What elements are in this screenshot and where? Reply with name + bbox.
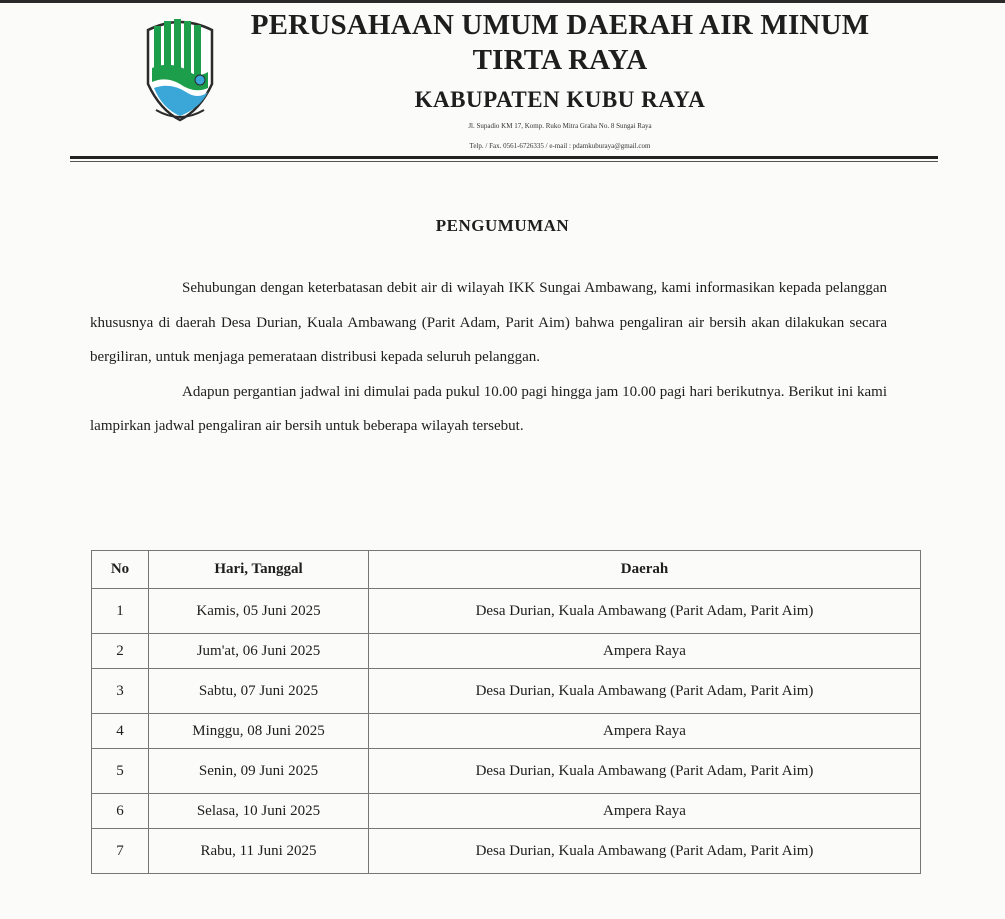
top-border-line xyxy=(0,0,1005,3)
org-name-line2: TIRTA RAYA xyxy=(472,44,648,76)
cell-area: Ampera Raya xyxy=(369,794,921,829)
cell-area: Ampera Raya xyxy=(369,634,921,669)
cell-no: 6 xyxy=(92,794,149,829)
cell-date: Senin, 09 Juni 2025 xyxy=(149,749,369,794)
org-name-line1: PERUSAHAAN UMUM DAERAH AIR MINUM xyxy=(250,9,870,41)
table-row xyxy=(92,829,921,874)
document-title: PENGUMUMAN xyxy=(435,216,570,235)
announcement-body xyxy=(90,271,887,444)
table-header-row xyxy=(92,551,921,589)
cell-date: Rabu, 11 Juni 2025 xyxy=(149,829,369,874)
cell-no: 7 xyxy=(92,829,149,874)
cell-area: Desa Durian, Kuala Ambawang (Parit Adam, Parit Aim) xyxy=(369,749,921,794)
schedule-table xyxy=(91,550,921,874)
table-row xyxy=(92,749,921,794)
table-row xyxy=(92,714,921,749)
paragraph: Adapun pergantian jadwal ini dimulai pada pukul 10.00 pagi hingga jam 10.00 pagi hari berikutnya. Berikut ini kami lampirkan jadwal pengaliran air bersih untuk beberapa wilayah tersebut. xyxy=(90,383,887,434)
cell-area: Desa Durian, Kuala Ambawang (Parit Adam, Parit Aim) xyxy=(369,589,921,634)
letterhead-divider-thin xyxy=(70,161,938,162)
org-address: Jl. Supadio KM 17, Komp. Ruko Mitra Graha No. 8 Sungai Raya xyxy=(468,122,652,130)
cell-area: Desa Durian, Kuala Ambawang (Parit Adam, Parit Aim) xyxy=(369,829,921,874)
cell-area: Desa Durian, Kuala Ambawang (Parit Adam, Parit Aim) xyxy=(369,669,921,714)
cell-date: Minggu, 08 Juni 2025 xyxy=(149,714,369,749)
letterhead xyxy=(230,8,890,151)
cell-date: Sabtu, 07 Juni 2025 xyxy=(149,669,369,714)
paragraph: Sehubungan dengan keterbatasan debit air di wilayah IKK Sungai Ambawang, kami informasikan kepada pelanggan khususnya di daerah Desa Durian, Kuala Ambawang (Parit Adam, Parit Aim) bahwa pengaliran air bersih akan dilakukan secara bergiliran, untuk menjaga pemerataan distribusi kepada seluruh pelanggan. xyxy=(90,280,887,365)
header-area: Daerah xyxy=(369,551,921,589)
org-contact: Telp. / Fax. 0561-6726335 / e-mail : pdamkuburaya@gmail.com xyxy=(469,142,651,150)
table-row xyxy=(92,589,921,634)
cell-no: 1 xyxy=(92,589,149,634)
cell-date: Selasa, 10 Juni 2025 xyxy=(149,794,369,829)
table-row xyxy=(92,634,921,669)
pdam-logo-icon xyxy=(140,12,220,124)
cell-no: 2 xyxy=(92,634,149,669)
header-date: Hari, Tanggal xyxy=(149,551,369,589)
cell-date: Jum'at, 06 Juni 2025 xyxy=(149,634,369,669)
cell-no: 5 xyxy=(92,749,149,794)
cell-area: Ampera Raya xyxy=(369,714,921,749)
table-row xyxy=(92,669,921,714)
cell-no: 4 xyxy=(92,714,149,749)
org-region: KABUPATEN KUBU RAYA xyxy=(414,87,706,112)
table-row xyxy=(92,794,921,829)
cell-no: 3 xyxy=(92,669,149,714)
letterhead-divider-thick xyxy=(70,156,938,159)
cell-date: Kamis, 05 Juni 2025 xyxy=(149,589,369,634)
header-no: No xyxy=(92,551,149,589)
